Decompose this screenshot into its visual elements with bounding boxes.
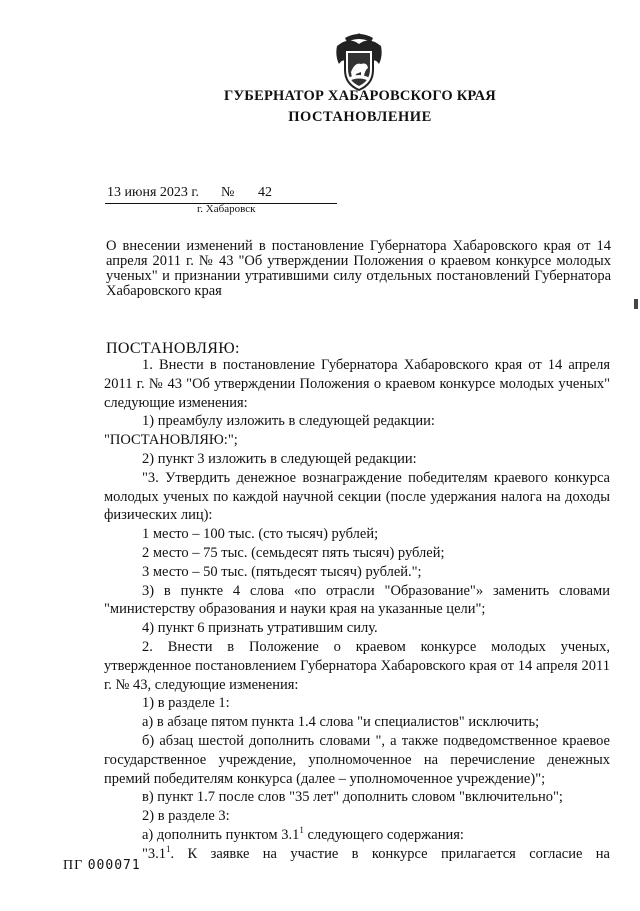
paragraph: 2 место – 75 тыс. (семьдесят пять тысяч) рублей; (142, 544, 445, 561)
document-body (104, 356, 610, 864)
paragraph: 1. Внести в постановление Губернатора Хабаровского края от 14 апреля 2011 г. № 43 "Об утверждении Положения о краевом конкурсе молодых ученых" следующие изменения: (104, 357, 610, 411)
code-number: 000071 (87, 858, 141, 873)
text-fragment: а) дополнить пунктом 3.1 (142, 826, 300, 843)
paragraph: 4) пункт 6 признать утратившим силу. (142, 620, 378, 637)
page-code (63, 858, 141, 874)
superscript: 1 (299, 825, 304, 836)
code-prefix: ПГ (63, 858, 84, 873)
text-fragment: следующего содержания: (303, 826, 464, 843)
paragraph: "ПОСТАНОВЛЯЮ:"; (104, 432, 238, 449)
paragraph: 3 место – 50 тыс. (пятьдесят тысяч) рублей."; (142, 563, 422, 580)
paragraph: 2. Внести в Положение о краевом конкурсе молодых ученых, утвержденное постановлением Губернатора Хабаровского края от 14 апреля 2011 г. № 43, следующие изменения: (104, 638, 610, 693)
paragraph: "3. Утвердить денежное вознаграждение победителям краевого конкурса молодых ученых по каждой научной секции (после удержания налога на доходы физических лиц): (104, 469, 610, 524)
superscript: 1 (166, 843, 171, 854)
paragraph: а) в абзаце пятом пункта 1.4 слова "и специалистов" исключить; (142, 714, 540, 731)
paragraph: в) пункт 1.7 после слов "35 лет" дополнить словом "включительно"; (142, 789, 563, 806)
paragraph: 1) преамбулу изложить в следующей редакции: (142, 413, 435, 430)
paragraph (104, 845, 610, 864)
document-subject: О внесении изменений в постановление Губернатора Хабаровского края от 14 апреля 2011 г. № 43 "Об утверждении Положения о краевом конкурсе молодых ученых" и признании утратившими силу отдельных постановлений Губернатора Хабаровского края (106, 238, 611, 299)
text-fragment: "3.1 (142, 845, 167, 862)
organization-title: ГУБЕРНАТОР ХАБАРОВСКОГО КРАЯ (224, 88, 496, 104)
text-fragment: . К заявке на участие в конкурсе прилагается согласие на (170, 845, 610, 862)
paragraph: 3) в пункте 4 слова «по отрасли "Образование"» заменить словами "министерству образования и науки края на указанные цели"; (104, 582, 610, 618)
document-number: 42 (258, 185, 272, 200)
paragraph: 2) пункт 3 изложить в следующей редакции: (142, 450, 417, 467)
paragraph: 1 место – 100 тыс. (сто тысяч) рублей; (142, 526, 379, 543)
paragraph: б) абзац шестой дополнить словами ", а также подведомственное краевое государственное учреждение, уполномоченное на перечисление денежных премий победителям конкурса (далее – уполномоченное учреждение)"; (104, 732, 610, 787)
document-place: г. Хабаровск (197, 203, 256, 215)
scan-edge-mark (634, 299, 638, 309)
paragraph: 1) в разделе 1: (142, 695, 230, 712)
decree-word: ПОСТАНОВЛЯЮ: (106, 340, 240, 357)
paragraph (104, 826, 610, 845)
paragraph: 2) в разделе 3: (142, 808, 230, 825)
document-date: 13 июня 2023 г. (107, 185, 200, 200)
coat-of-arms-emblem (331, 32, 387, 92)
number-sign: № (221, 185, 235, 200)
document-type-title: ПОСТАНОВЛЕНИЕ (288, 109, 432, 125)
